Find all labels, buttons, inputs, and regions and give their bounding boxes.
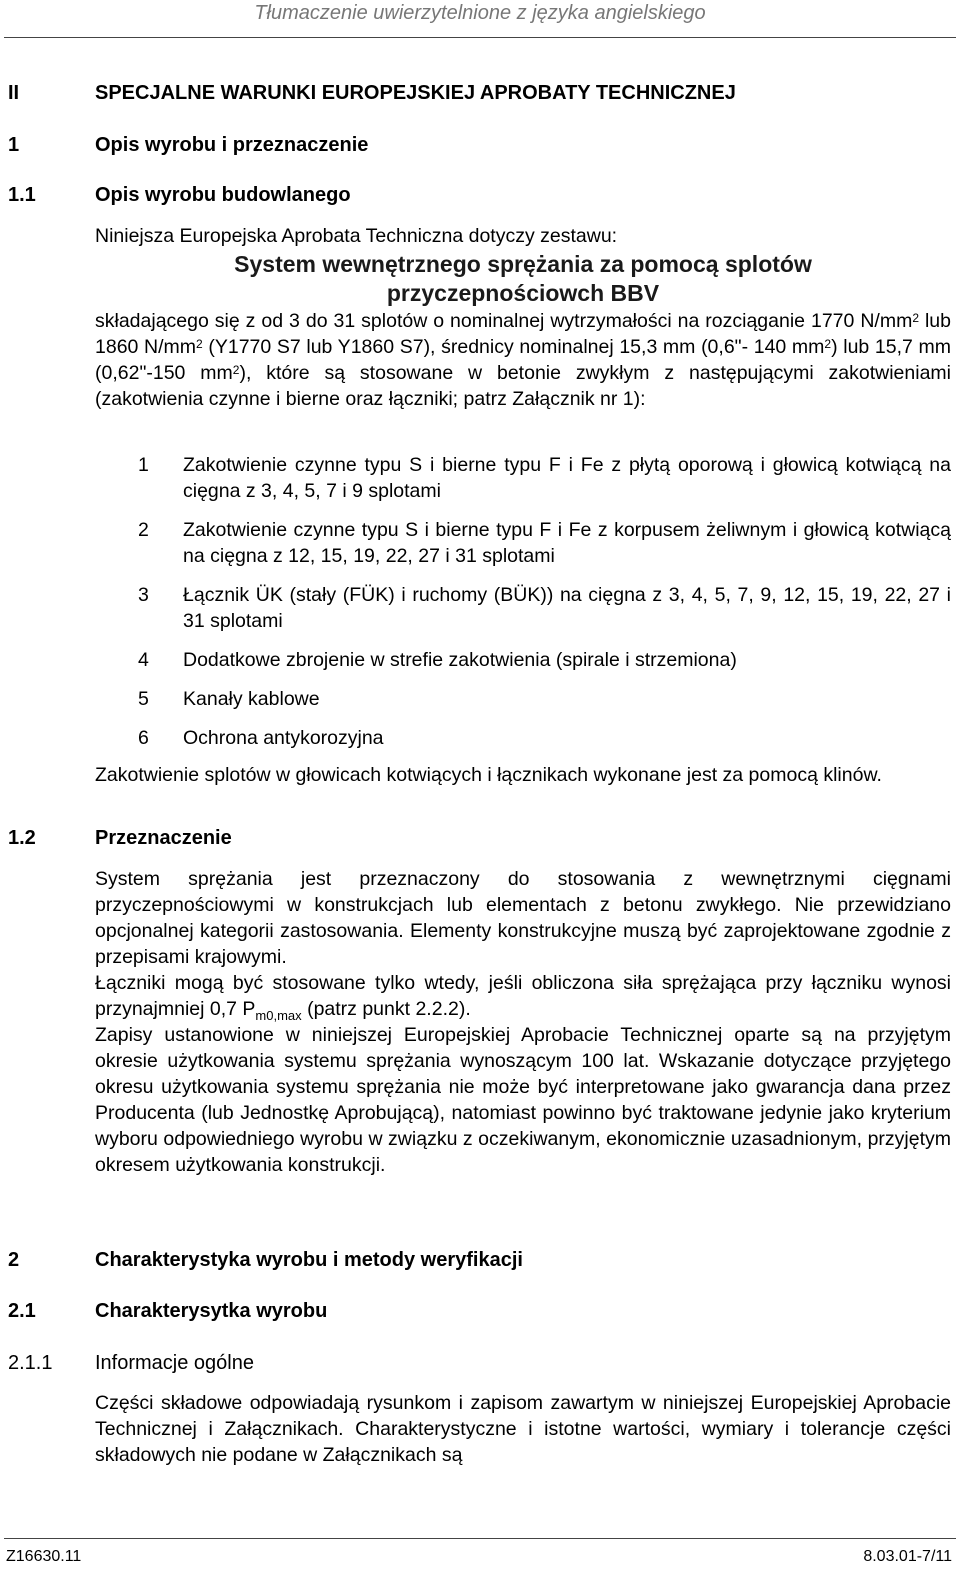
header-divider xyxy=(4,37,956,38)
section-heading: Charakterysytka wyrobu xyxy=(95,1300,328,1322)
list-item: 1 Zakotwienie czynne typu S i bierne typu F i Fe z płytą oporową i głowicą kotwiącą na cięgna z 3, 4, 5, 7 i 9 splotami xyxy=(138,454,951,502)
section-heading: Charakterystyka wyrobu i metody weryfikacji xyxy=(95,1249,523,1271)
list-item: 4 Dodatkowe zbrojenie w strefie zakotwienia (spirale i strzemiona) xyxy=(138,649,737,671)
anchoring-note: Zakotwienie splotów w głowicach kotwiących i łącznikach wykonane jest za pomocą klinów. xyxy=(95,764,882,786)
general-paragraph: Części składowe odpowiadają rysunkom i zapisom zawartym w niniejszej Europejskiej Aprobacie Technicznej i Załącznikach. Charakterystyczne i istotne wartości, wymiary i tolerancje części składowych nie podane w Załącznikach są xyxy=(95,1392,951,1466)
intro-paragraph: składającego się z od 3 do 31 splotów o nominalnej wytrzymałości na rozciąganie 1770 $N/mm^2$ lub 1860 $N/mm^2$ (Y1770 S7 lub Y1860 S7), średnicy nominalnej 15,3 mm (0,6"- 140 $mm^2$) lub 15,7 mm (0,62"-150 $mm^2$), które są stosowane w betonie zwykłym z następującymi zakotwieniami (zakotwienia czynne i bierne oraz łączniki; patrz Załącznik nr 1): xyxy=(95,310,951,410)
purpose-paragraph: System sprężania jest przeznaczony do stosowania z wewnętrznymi cięgnami przyczepnościowymi w konstrukcjach lub elementach z betonu zwykłego. Nie przewidziano opcjonalnej kategorii zastosowania. Elementy konstrukcyjne muszą być zaprojektowane zgodnie z przepisami krajowymi. xyxy=(95,868,951,968)
section-number: II xyxy=(8,82,20,104)
section-heading: Opis wyrobu budowlanego xyxy=(95,184,351,206)
section-heading: Opis wyrobu i przeznaczenie xyxy=(95,134,369,156)
coupler-paragraph: Łączniki mogą być stosowane tylko wtedy, jeśli obliczona siła sprężająca przy łączniku wynosi przynajmniej 0,7 $P_{m0,max}$ (patrz punkt 2.2.2). xyxy=(95,972,951,1023)
document-number: Z16630.11 xyxy=(6,1548,82,1565)
section-number: 1.1 xyxy=(8,184,36,206)
list-item: 6 Ochrona antykorozyjna xyxy=(138,727,384,749)
system-name-line2: przyczepnościowch BBV xyxy=(386,280,660,306)
section-heading: SPECJALNE WARUNKI EUROPEJSKIEJ APROBATY TECHNICZNEJ xyxy=(95,82,736,104)
list-item: 2 Zakotwienie czynne typu S i bierne typu F i Fe z korpusem żeliwnym i głowicą kotwiącą na cięgna z 12, 15, 19, 22, 27 i 31 splotami xyxy=(138,519,951,567)
section-number: 2 xyxy=(8,1249,20,1271)
list-item: 5 Kanały kablowe xyxy=(138,688,320,710)
intro-lead: Niniejsza Europejska Aprobata Techniczna dotyczy zestawu: xyxy=(95,225,618,247)
section-heading: Informacje ogólne xyxy=(95,1352,254,1374)
page-reference: 8.03.01-7/11 xyxy=(863,1548,952,1565)
footer-divider xyxy=(4,1538,956,1539)
section-number: 2.1.1 xyxy=(8,1352,53,1374)
section-number: 1.2 xyxy=(8,827,36,849)
section-heading: Przeznaczenie xyxy=(95,827,232,849)
components-list xyxy=(138,452,951,751)
list-item: 3 Łącznik ÜK (stały (FÜK) i ruchomy (BÜK)) na cięgna z 3, 4, 5, 7, 9, 12, 15, 19, 22, 27 i 31 splotami xyxy=(138,584,951,632)
system-name-line1: System wewnętrznego sprężania za pomocą splotów xyxy=(234,251,812,277)
section-number: 1 xyxy=(8,134,20,156)
service-life-paragraph: Zapisy ustanowione w niniejszej Europejskiej Aprobacie Technicznej oparte są na przyjętym okresie użytkowania systemu sprężania wynoszącym 100 lat. Wskazanie dotyczące przyjętego okresu użytkowania systemu sprężania nie może być interpretowane jako gwarancja dana przez Producenta (lub Jednostkę Aprobującą), natomiast powinno być traktowane jedynie jako kryterium wyboru odpowiedniego wyrobu w związku z oczekiwanym, ekonomicznie uzasadnionym, przyjętym okresem użytkowania konstrukcji. xyxy=(95,1024,951,1176)
page-header-title: Tłumaczenie uwierzytelnione z języka angielskiego xyxy=(254,2,706,24)
section-number: 2.1 xyxy=(8,1300,36,1322)
